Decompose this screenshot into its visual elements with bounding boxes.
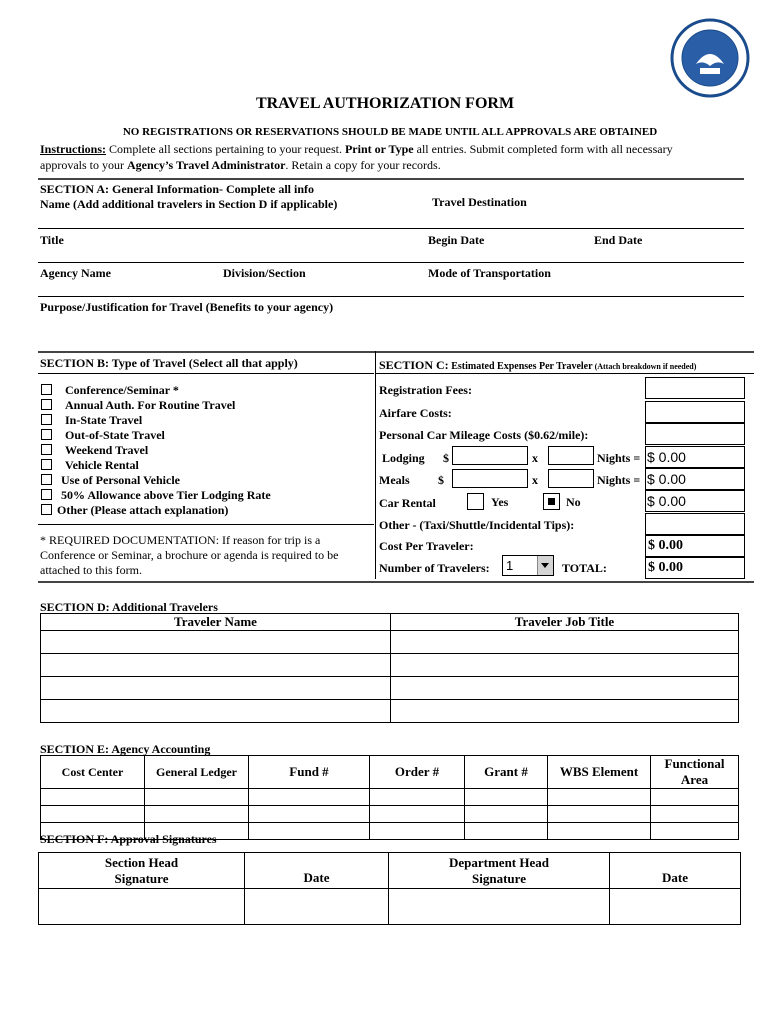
- travel-type-labels-2: [61, 473, 271, 503]
- col-traveler-title: Traveler Job Title: [391, 614, 739, 631]
- accounting-cell[interactable]: [145, 789, 249, 806]
- accounting-cell[interactable]: [465, 806, 548, 823]
- accounting-cell[interactable]: [249, 789, 370, 806]
- approval-notice: NO REGISTRATIONS OR RESERVATIONS SHOULD BE MADE UNTIL ALL APPROVALS ARE OBTAINED: [122, 126, 658, 138]
- meals-total: $ 0.00: [647, 471, 686, 487]
- col-fund: Fund #: [249, 756, 370, 789]
- checkbox-in-state[interactable]: [41, 414, 52, 425]
- accounting-cell[interactable]: [249, 823, 370, 840]
- section-b-heading: SECTION B: Type of Travel (Select all that apply): [40, 356, 298, 370]
- accounting-cell[interactable]: [465, 823, 548, 840]
- accounting-cell[interactable]: [41, 789, 145, 806]
- meals-x: x: [532, 473, 538, 487]
- begin-date-label: Begin Date: [428, 233, 485, 247]
- instructions: Instructions: Complete all sections pertaining to your request. Print or Type all entries. Submit completed form with all necessary approvals to your Agency’s Travel Administrator. Retain a copy for your records.: [40, 142, 673, 172]
- section-head-signature-header: Section Head Signature: [39, 853, 245, 889]
- total-label: TOTAL:: [562, 561, 607, 575]
- approval-signatures-table: [38, 852, 741, 925]
- cost-per-traveler-value: $ 0.00: [648, 538, 683, 553]
- total-value: $ 0.00: [648, 560, 683, 575]
- dept-head-signature-field[interactable]: [389, 889, 610, 925]
- airfare-label: Airfare Costs:: [379, 406, 452, 420]
- traveler-name-cell[interactable]: [41, 654, 391, 677]
- other-field[interactable]: [645, 513, 745, 535]
- accounting-cell[interactable]: [145, 806, 249, 823]
- accounting-cell[interactable]: [548, 823, 651, 840]
- agency-accounting-table: [40, 755, 739, 840]
- title-field[interactable]: [38, 247, 418, 259]
- travel-type-item: Annual Auth. For Routine Travel: [65, 398, 236, 412]
- dept-head-date-field[interactable]: [610, 889, 741, 925]
- cost-per-traveler-label: Cost Per Traveler:: [379, 539, 474, 553]
- car-rental-label: Car Rental: [379, 496, 436, 510]
- lodging-nights-field[interactable]: [548, 446, 594, 465]
- section-f-heading: SECTION F: Approval Signatures: [40, 832, 217, 846]
- form-title: TRAVEL AUTHORIZATION FORM: [255, 95, 515, 112]
- travel-type-labels-1: [65, 383, 235, 473]
- lodging-x: x: [532, 451, 538, 465]
- num-travelers-label: Number of Travelers:: [379, 561, 490, 575]
- destination-label: Travel Destination: [432, 195, 527, 209]
- accounting-cell[interactable]: [465, 789, 548, 806]
- traveler-title-cell[interactable]: [391, 631, 739, 654]
- purpose-field[interactable]: [38, 316, 744, 344]
- mileage-field[interactable]: [645, 423, 745, 445]
- meals-nights-field[interactable]: [548, 469, 594, 488]
- registration-field[interactable]: [645, 377, 745, 399]
- travel-type-item: Weekend Travel: [65, 443, 149, 457]
- checkbox-out-of-state[interactable]: [41, 429, 52, 440]
- additional-travelers-table: [40, 613, 739, 723]
- travel-type-item: In-State Travel: [65, 413, 143, 427]
- section-c-heading: SECTION C: Estimated Expenses Per Traveler (Attach breakdown if needed): [379, 358, 697, 372]
- car-rental-yes-label: Yes: [491, 495, 509, 509]
- seal-text: STATE OF LOUISIANA: [688, 4, 739, 9]
- num-travelers-value: 1: [506, 558, 514, 573]
- state-seal: [670, 18, 750, 98]
- col-grant: Grant #: [465, 756, 548, 789]
- meals-nights-label: Nights =: [597, 473, 641, 487]
- lodging-nights-label: Nights =: [597, 451, 641, 465]
- meals-label: Meals: [379, 473, 410, 487]
- registration-label: Registration Fees:: [379, 383, 472, 397]
- travel-type-item: Vehicle Rental: [65, 458, 139, 472]
- checkbox-annual-auth[interactable]: [41, 399, 52, 410]
- mileage-label: Personal Car Mileage Costs ($0.62/mile):: [379, 428, 589, 442]
- section-head-date-field[interactable]: [245, 889, 389, 925]
- checkbox-vehicle-rental[interactable]: [41, 459, 52, 470]
- car-rental-no-label: No: [566, 495, 581, 509]
- travel-type-item: Other (Please attach explanation): [57, 503, 229, 517]
- travel-type-item: Use of Personal Vehicle: [61, 473, 180, 487]
- accounting-cell[interactable]: [41, 806, 145, 823]
- section-head-signature-field[interactable]: [39, 889, 245, 925]
- col-functional-area: Functional Area: [651, 756, 739, 789]
- agency-label: Agency Name: [40, 266, 111, 280]
- meals-dollar: $: [438, 473, 444, 487]
- required-documentation-note: * REQUIRED DOCUMENTATION: If reason for trip is a Conference or Seminar, a brochure or agenda is required to be attached to this form.: [40, 533, 339, 577]
- car-rental-yes-checkbox[interactable]: [467, 493, 484, 510]
- accounting-cell[interactable]: [370, 789, 465, 806]
- airfare-field[interactable]: [645, 401, 745, 423]
- dropdown-arrow-icon[interactable]: [537, 556, 553, 575]
- travel-type-item: Conference/Seminar *: [65, 383, 179, 397]
- checkbox-conference[interactable]: [41, 384, 52, 395]
- col-general-ledger: General Ledger: [145, 756, 249, 789]
- purpose-label: Purpose/Justification for Travel (Benefits to your agency): [40, 300, 334, 314]
- date-header-2: Date: [610, 853, 741, 889]
- lodging-rate-field[interactable]: [452, 446, 528, 465]
- instructions-label: Instructions:: [40, 142, 107, 156]
- accounting-cell[interactable]: [370, 806, 465, 823]
- col-traveler-name: Traveler Name: [41, 614, 391, 631]
- lodging-dollar: $: [443, 451, 449, 465]
- destination-field[interactable]: [420, 212, 740, 226]
- mode-label: Mode of Transportation: [428, 266, 551, 280]
- title-label: Title: [40, 233, 64, 247]
- accounting-cell[interactable]: [370, 823, 465, 840]
- traveler-name-cell[interactable]: [41, 677, 391, 700]
- col-wbs-element: WBS Element: [548, 756, 651, 789]
- travel-type-item: Out-of-State Travel: [65, 428, 165, 442]
- car-rental-total: $ 0.00: [647, 493, 686, 509]
- accounting-cell[interactable]: [651, 823, 739, 840]
- num-travelers-select[interactable]: [502, 555, 554, 576]
- col-cost-center: Cost Center: [41, 756, 145, 789]
- section-d-heading: SECTION D: Additional Travelers: [40, 600, 218, 614]
- accounting-cell[interactable]: [651, 789, 739, 806]
- accounting-cell[interactable]: [651, 806, 739, 823]
- end-date-label: End Date: [594, 233, 643, 247]
- lodging-label: Lodging: [382, 451, 425, 465]
- travel-type-item: 50% Allowance above Tier Lodging Rate: [61, 488, 271, 502]
- other-label: Other - (Taxi/Shuttle/Incidental Tips):: [379, 518, 575, 532]
- name-label: Name (Add additional travelers in Section D if applicable): [40, 197, 338, 211]
- checkbox-50-allowance[interactable]: [41, 489, 52, 500]
- accounting-cell[interactable]: [249, 806, 370, 823]
- section-a-heading: SECTION A: General Information- Complete all info: [40, 182, 314, 196]
- checkbox-other[interactable]: [41, 504, 52, 515]
- section-e-heading: SECTION E: Agency Accounting: [40, 742, 211, 756]
- col-order: Order #: [370, 756, 465, 789]
- traveler-title-cell[interactable]: [391, 700, 739, 723]
- date-header-1: Date: [245, 853, 389, 889]
- accounting-cell[interactable]: [548, 806, 651, 823]
- traveler-name-cell[interactable]: [41, 700, 391, 723]
- traveler-title-cell[interactable]: [391, 677, 739, 700]
- accounting-cell[interactable]: [548, 789, 651, 806]
- car-rental-no-checkbox[interactable]: [543, 493, 560, 510]
- dept-head-signature-header: Department Head Signature: [389, 853, 610, 889]
- lodging-total: $ 0.00: [647, 449, 686, 465]
- checkbox-weekend[interactable]: [41, 444, 52, 455]
- name-field[interactable]: [38, 212, 398, 226]
- traveler-title-cell[interactable]: [391, 654, 739, 677]
- division-label: Division/Section: [223, 266, 306, 280]
- meals-rate-field[interactable]: [452, 469, 528, 488]
- checkbox-personal-vehicle[interactable]: [41, 474, 52, 485]
- traveler-name-cell[interactable]: [41, 631, 391, 654]
